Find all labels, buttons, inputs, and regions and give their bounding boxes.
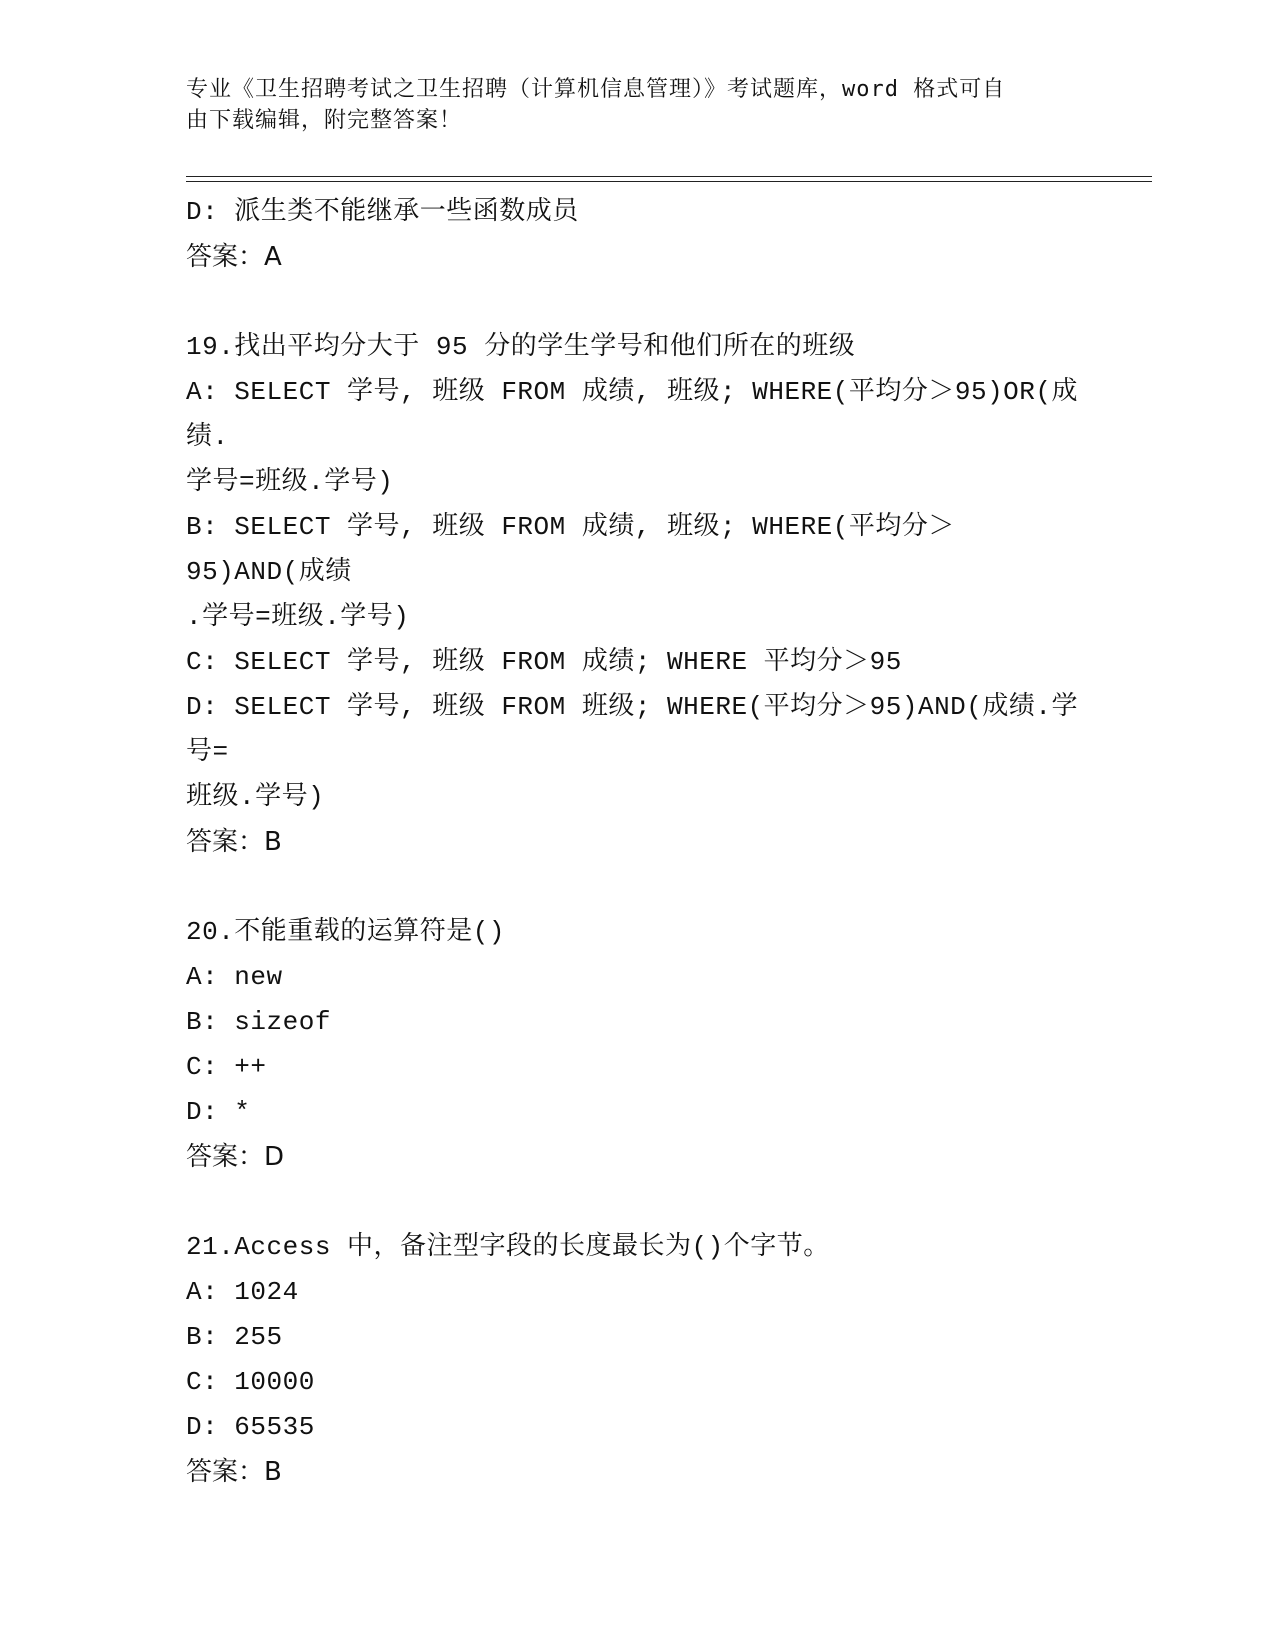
option-d: D: * — [186, 1097, 251, 1127]
option-a-line-2: 学号=班级.学号) — [186, 467, 394, 497]
option-d: D: 65535 — [186, 1412, 315, 1442]
header-line-1: 专业《卫生招聘考试之卫生招聘（计算机信息管理）》考试题库，word 格式可自 — [186, 77, 1006, 102]
question-content — [186, 190, 1086, 1495]
option-d: D: 派生类不能继承一些函数成员 — [186, 197, 579, 227]
header-divider-bottom — [186, 181, 1152, 182]
option-d-line-2: 班级.学号) — [186, 782, 325, 812]
question-19 — [186, 325, 1086, 865]
spacer — [186, 280, 1086, 325]
answer-line: 答案：D — [186, 1142, 285, 1172]
option-a-line-1: A: SELECT 学号, 班级 FROM 成绩, 班级; WHERE(平均分＞95)OR(成绩. — [186, 377, 1078, 452]
option-b: B: 255 — [186, 1322, 283, 1352]
answer-line: 答案：B — [186, 827, 282, 857]
option-d-line-1: D: SELECT 学号, 班级 FROM 班级; WHERE(平均分＞95)AND(成绩.学号= — [186, 692, 1078, 767]
option-c: C: 10000 — [186, 1367, 315, 1397]
answer-line: 答案：B — [186, 1457, 282, 1487]
option-b: B: sizeof — [186, 1007, 331, 1037]
option-b-line-2: .学号=班级.学号) — [186, 602, 410, 632]
question-20 — [186, 910, 1086, 1180]
spacer — [186, 1180, 1086, 1225]
option-c: C: ++ — [186, 1052, 267, 1082]
question-text: 19.找出平均分大于 95 分的学生学号和他们所在的班级 — [186, 332, 856, 362]
question-21 — [186, 1225, 1086, 1495]
answer-line: 答案：A — [186, 242, 282, 272]
header-line-2: 由下载编辑，附完整答案！ — [186, 108, 463, 133]
option-b-line-1: B: SELECT 学号, 班级 FROM 成绩, 班级; WHERE(平均分＞95)AND(成绩 — [186, 512, 955, 587]
question-text: 20.不能重载的运算符是() — [186, 917, 506, 947]
spacer — [186, 865, 1086, 910]
question-18-tail — [186, 190, 1086, 280]
option-a: A: new — [186, 962, 283, 992]
option-c: C: SELECT 学号, 班级 FROM 成绩; WHERE 平均分＞95 — [186, 647, 902, 677]
option-a: A: 1024 — [186, 1277, 299, 1307]
document-header — [186, 74, 1086, 136]
header-divider-top — [186, 176, 1152, 177]
question-text: 21.Access 中，备注型字段的长度最长为()个字节。 — [186, 1232, 830, 1262]
